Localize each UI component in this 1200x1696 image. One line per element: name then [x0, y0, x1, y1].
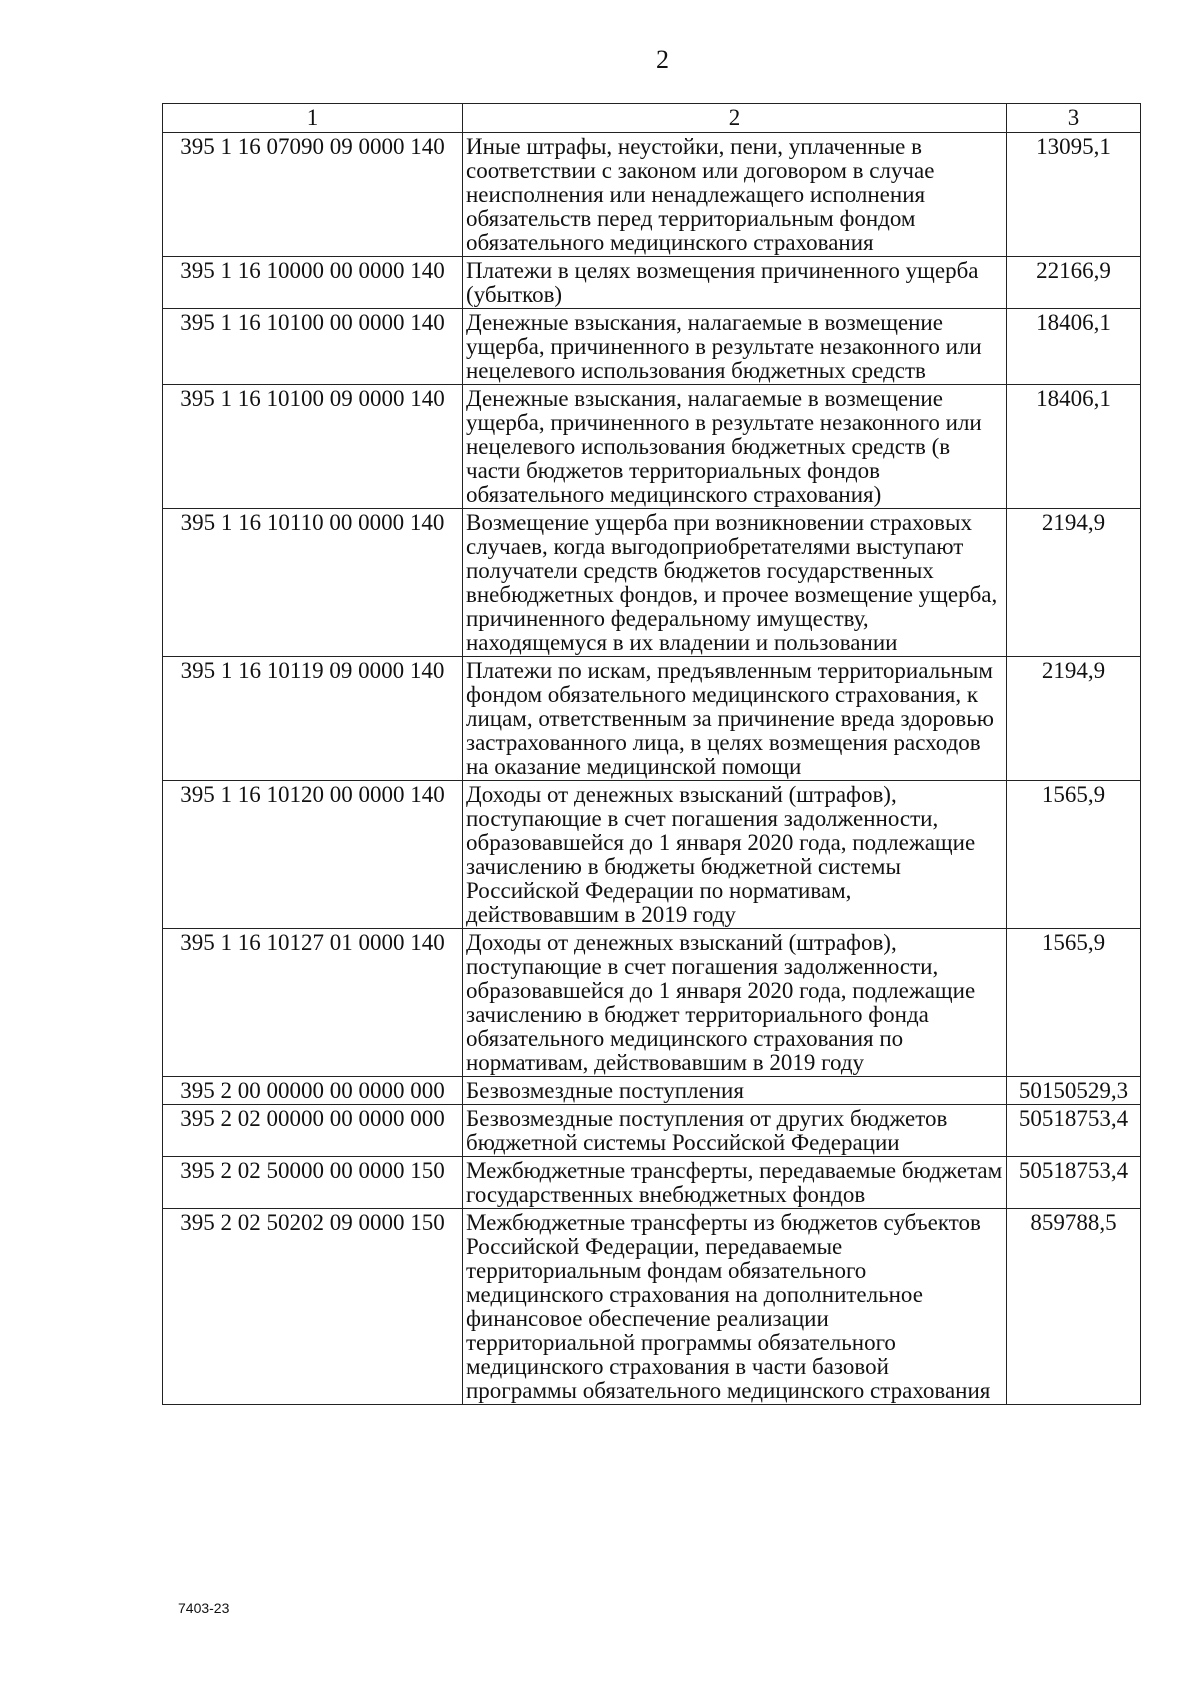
- revenue-description: Безвозмездные поступления от других бюджетов бюджетной системы Российской Федерации: [463, 1105, 1007, 1157]
- revenue-amount: 1565,9: [1007, 929, 1141, 1077]
- page-number: 2: [656, 45, 669, 74]
- revenue-code: 395 2 02 50202 09 0000 150: [163, 1209, 463, 1405]
- revenue-code: 395 2 02 50000 00 0000 150: [163, 1157, 463, 1209]
- revenue-amount: 18406,1: [1007, 309, 1141, 385]
- table-row: [163, 257, 1141, 309]
- table-row: [163, 1105, 1141, 1157]
- revenue-description: Платежи в целях возмещения причиненного ущерба (убытков): [463, 257, 1007, 309]
- revenue-amount: 50518753,4: [1007, 1157, 1141, 1209]
- revenue-description: Возмещение ущерба при возникновении страховых случаев, когда выгодоприобретателями выступают получатели средств бюджетов государственных внебюджетных фондов, и прочее возмещение ущерба, причиненного федеральному имуществу, находящемуся в их владении и пользовании: [463, 509, 1007, 657]
- revenue-code: 395 1 16 10119 09 0000 140: [163, 657, 463, 781]
- revenue-amount: 50518753,4: [1007, 1105, 1141, 1157]
- revenue-code: 395 2 00 00000 00 0000 000: [163, 1077, 463, 1105]
- revenue-amount: 2194,9: [1007, 657, 1141, 781]
- table-row: [163, 929, 1141, 1077]
- table-row: [163, 781, 1141, 929]
- revenue-code: 395 1 16 07090 09 0000 140: [163, 133, 463, 257]
- table-row: [163, 1157, 1141, 1209]
- revenue-description: Денежные взыскания, налагаемые в возмещение ущерба, причиненного в результате незаконного или нецелевого использования бюджетных средств (в части бюджетов территориальных фондов обязательного медицинского страхования): [463, 385, 1007, 509]
- table-row: [163, 657, 1141, 781]
- revenue-code: 395 1 16 10100 09 0000 140: [163, 385, 463, 509]
- column-header-code: 1: [163, 104, 463, 133]
- revenue-description: Платежи по искам, предъявленным территориальным фондом обязательного медицинского страхования, к лицам, ответственным за причинение вреда здоровью застрахованного лица, в целях возмещения расходов на оказание медицинской помощи: [463, 657, 1007, 781]
- revenue-amount: 13095,1: [1007, 133, 1141, 257]
- table-row: [163, 309, 1141, 385]
- revenue-amount: 22166,9: [1007, 257, 1141, 309]
- revenue-code: 395 1 16 10127 01 0000 140: [163, 929, 463, 1077]
- table-header-row: [163, 104, 1141, 133]
- revenue-description: Иные штрафы, неустойки, пени, уплаченные в соответствии с законом или договором в случае неисполнения или ненадлежащего исполнения обязательств перед территориальным фондом обязательного медицинского страхования: [463, 133, 1007, 257]
- revenue-amount: 1565,9: [1007, 781, 1141, 929]
- revenue-description: Доходы от денежных взысканий (штрафов), поступающие в счет погашения задолженности, образовавшейся до 1 января 2020 года, подлежащие зачислению в бюджет территориального фонда обязательного медицинского страхования по нормативам, действовавшим в 2019 году: [463, 929, 1007, 1077]
- revenue-code: 395 1 16 10120 00 0000 140: [163, 781, 463, 929]
- revenue-code: 395 1 16 10000 00 0000 140: [163, 257, 463, 309]
- table-row: [163, 133, 1141, 257]
- revenue-description: Межбюджетные трансферты, передаваемые бюджетам государственных внебюджетных фондов: [463, 1157, 1007, 1209]
- column-header-description: 2: [463, 104, 1007, 133]
- revenue-code: 395 1 16 10110 00 0000 140: [163, 509, 463, 657]
- column-header-amount: 3: [1007, 104, 1141, 133]
- revenue-amount: 18406,1: [1007, 385, 1141, 509]
- revenue-code: 395 2 02 00000 00 0000 000: [163, 1105, 463, 1157]
- table-row: [163, 1077, 1141, 1105]
- revenue-amount: 50150529,3: [1007, 1077, 1141, 1105]
- budget-revenue-table: [162, 103, 1141, 1405]
- revenue-code: 395 1 16 10100 00 0000 140: [163, 309, 463, 385]
- revenue-description: Денежные взыскания, налагаемые в возмещение ущерба, причиненного в результате незаконного или нецелевого использования бюджетных средств: [463, 309, 1007, 385]
- revenue-description: Безвозмездные поступления: [463, 1077, 1007, 1105]
- table-row: [163, 385, 1141, 509]
- table-row: [163, 1209, 1141, 1405]
- revenue-description: Межбюджетные трансферты из бюджетов субъектов Российской Федерации, передаваемые территориальным фондам обязательного медицинского страхования на дополнительное финансовое обеспечение реализации территориальной программы обязательного медицинского страхования в части базовой программы обязательного медицинского страхования: [463, 1209, 1007, 1405]
- table-row: [163, 509, 1141, 657]
- revenue-amount: 859788,5: [1007, 1209, 1141, 1405]
- revenue-description: Доходы от денежных взысканий (штрафов), поступающие в счет погашения задолженности, образовавшейся до 1 января 2020 года, подлежащие зачислению в бюджеты бюджетной системы Российской Федерации по нормативам, действовавшим в 2019 году: [463, 781, 1007, 929]
- document-code: 7403-23: [178, 1600, 230, 1616]
- revenue-amount: 2194,9: [1007, 509, 1141, 657]
